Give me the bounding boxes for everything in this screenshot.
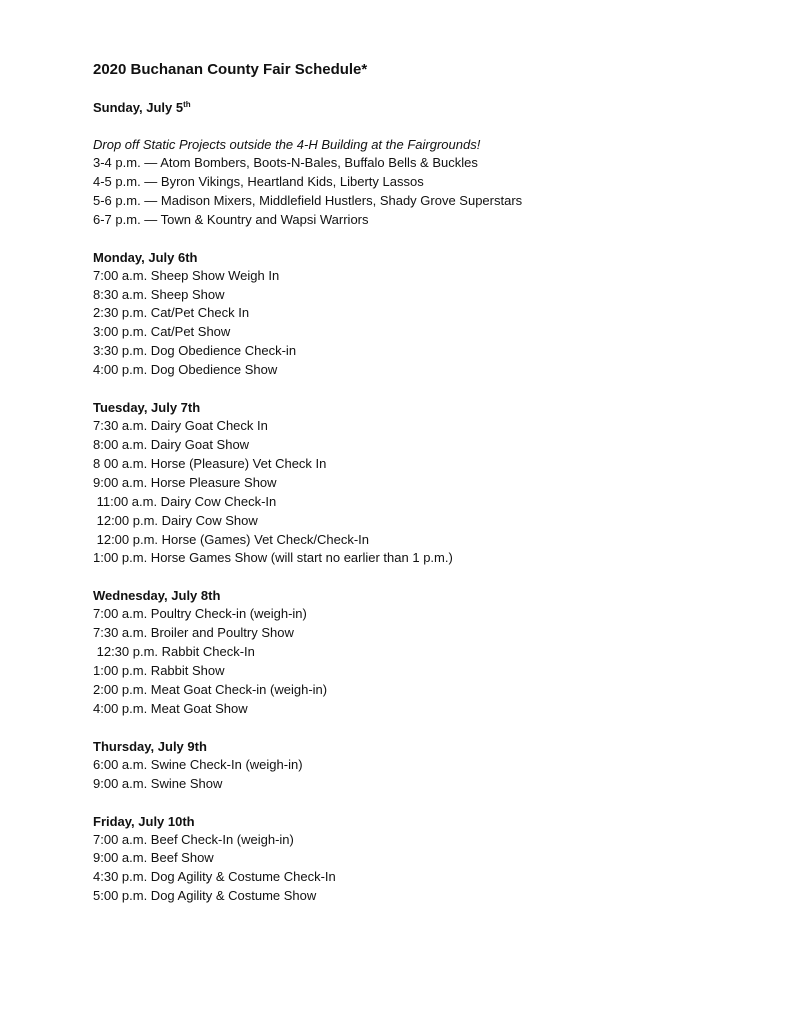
schedule-entry: 4:30 p.m. Dog Agility & Costume Check-In (93, 869, 336, 885)
day-wednesday (93, 586, 753, 718)
schedule-entry: 3:30 p.m. Dog Obedience Check-in (93, 343, 297, 359)
schedule-entry: 7:30 a.m. Broiler and Poultry Show (93, 625, 294, 641)
day-heading: Tuesday, July 7th (93, 400, 201, 416)
day-heading: Thursday, July 9th (93, 738, 207, 754)
schedule-entry: 7:00 a.m. Sheep Show Weigh In (93, 267, 280, 283)
schedule-entry: 5:00 p.m. Dog Agility & Costume Show (93, 888, 317, 904)
day-monday (93, 248, 753, 380)
schedule-entry: 2:30 p.m. Cat/Pet Check In (93, 305, 250, 321)
day-heading: Friday, July 10th (93, 813, 195, 829)
schedule-entry: 7:30 a.m. Dairy Goat Check In (93, 418, 268, 434)
schedule-entry: 11:00 a.m. Dairy Cow Check-In (93, 493, 277, 509)
schedule-entry: 6:00 a.m. Swine Check-In (weigh-in) (93, 756, 303, 772)
schedule-entry: 3-4 p.m. — Atom Bombers, Boots-N-Bales, Buffalo Bells & Buckles (93, 155, 478, 170)
day-sunday (93, 98, 753, 230)
schedule-entry: 2:00 p.m. Meat Goat Check-in (weigh-in) (93, 681, 328, 697)
schedule-entry: 9:00 a.m. Horse Pleasure Show (93, 474, 277, 490)
day-heading-text: Sunday, July 5 (93, 100, 184, 115)
schedule-entry: 8:00 a.m. Dairy Goat Show (93, 436, 250, 452)
schedule-entry: 7:00 a.m. Poultry Check-in (weigh-in) (93, 606, 307, 622)
day-heading-superscript: th (183, 100, 191, 109)
schedule-entry: 9:00 a.m. Swine Show (93, 775, 223, 791)
day-thursday (93, 737, 753, 794)
schedule-entry: 6-7 p.m. — Town & Kountry and Wapsi Warriors (93, 211, 369, 227)
drop-off-note: Drop off Static Projects outside the 4-H Building at the Fairgrounds! (93, 137, 481, 152)
schedule-entry: 7:00 a.m. Beef Check-In (weigh-in) (93, 831, 294, 847)
day-tuesday (93, 398, 753, 568)
day-heading: Monday, July 6th (93, 249, 198, 265)
schedule-entry: 5-6 p.m. — Madison Mixers, Middlefield Hustlers, Shady Grove Superstars (93, 192, 523, 208)
day-friday (93, 812, 753, 907)
schedule-entry: 8:30 a.m. Sheep Show (93, 286, 225, 302)
schedule-entry: 1:00 p.m. Horse Games Show (will start no earlier than 1 p.m.) (93, 550, 453, 566)
day-heading (93, 98, 753, 117)
schedule-entry: 4:00 p.m. Dog Obedience Show (93, 362, 278, 378)
schedule-entry: 12:30 p.m. Rabbit Check-In (93, 644, 255, 660)
schedule-page (93, 60, 753, 924)
schedule-entry: 1:00 p.m. Rabbit Show (93, 663, 225, 679)
schedule-entry: 4-5 p.m. — Byron Vikings, Heartland Kids, Liberty Lassos (93, 173, 424, 189)
schedule-entry: 8 00 a.m. Horse (Pleasure) Vet Check In (93, 455, 327, 471)
schedule-entry: 9:00 a.m. Beef Show (93, 850, 214, 866)
schedule-entry: 12:00 p.m. Horse (Games) Vet Check/Check-In (93, 531, 369, 547)
schedule-entry: 4:00 p.m. Meat Goat Show (93, 700, 248, 716)
day-heading: Wednesday, July 8th (93, 588, 221, 604)
page-title: 2020 Buchanan County Fair Schedule* (93, 61, 368, 78)
schedule-entry: 12:00 p.m. Dairy Cow Show (93, 512, 258, 528)
schedule-entry: 3:00 p.m. Cat/Pet Show (93, 324, 231, 340)
